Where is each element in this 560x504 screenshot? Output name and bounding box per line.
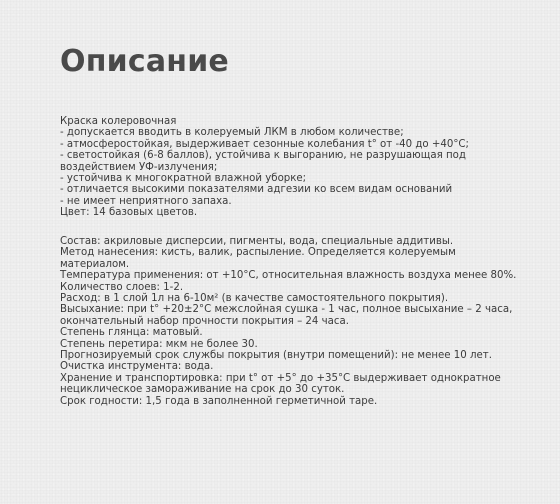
text-line: Метод нанесения: кисть, валик, распыление. Определяется колеруемым: [60, 247, 456, 259]
text-line: окончательный набор прочности покрытия – 24 часа.: [60, 315, 349, 327]
text-line: Очистка инструмента: вода.: [60, 361, 214, 373]
text-line: Количество слоев: 1-2.: [60, 281, 184, 293]
text-line: воздействием УФ-излучения;: [60, 161, 218, 173]
text-line: материалом.: [60, 258, 130, 270]
text-line: Хранение и транспортировка: при t° от +5° до +35°С выдерживает однократное: [60, 372, 501, 384]
text-line: Температура применения: от +10°С, относительная влажность воздуха менее 80%.: [60, 270, 517, 282]
text-line: - не имеет неприятного запаха.: [60, 195, 232, 207]
page-title: Описание: [60, 44, 229, 79]
text-line: Срок годности: 1,5 года в заполненной герметичной таре.: [60, 395, 378, 407]
technical-specs-text: [60, 236, 540, 407]
text-line: Цвет: 14 базовых цветов.: [60, 207, 198, 219]
text-line: Расход: в 1 слой 1л на 6-10м² (в качестве самостоятельного покрытия).: [60, 293, 449, 305]
text-line: Состав: акриловые дисперсии, пигменты, вода, специальные аддитивы.: [60, 236, 454, 247]
text-line: нециклическое замораживание на срок до 30 суток.: [60, 384, 345, 396]
text-line: - отличается высокими показателями адгезии ко всем видам оснований: [60, 184, 453, 196]
text-line: Высыхание: при t° +20±2°С межслойная сушка - 1 час, полное высыхание – 2 часа,: [60, 304, 513, 316]
text-line: - устойчива к многократной влажной уборке;: [60, 173, 307, 185]
text-line: - светостойкая (6-8 баллов), устойчива к выгоранию, не разрушающая под: [60, 150, 466, 162]
text-line: Прогнозируемый срок службы покрытия (внутри помещений): не менее 10 лет.: [60, 350, 492, 362]
product-properties-text: [60, 116, 540, 219]
text-line: - атмосферостойкая, выдерживает сезонные колебания t° от -40 до +40°С;: [60, 138, 469, 150]
text-line: Краска колеровочная: [60, 116, 177, 127]
text-line: Степень перетира: мкм не более 30.: [60, 338, 258, 350]
text-line: - допускается вводить в колеруемый ЛКМ в любом количестве;: [60, 127, 404, 139]
text-line: Степень глянца: матовый.: [60, 327, 203, 339]
